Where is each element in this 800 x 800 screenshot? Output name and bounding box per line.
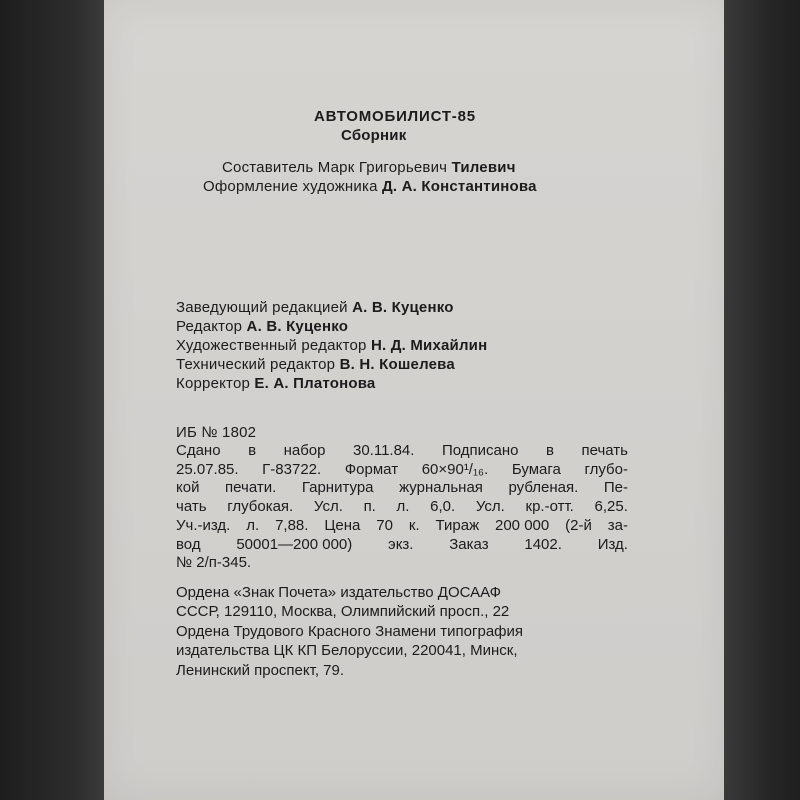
- credit-role: Заведующий редакцией: [176, 299, 348, 316]
- credit-line: [176, 355, 455, 374]
- left-edge-shadow: [0, 0, 104, 800]
- credit-role: Художественный редактор: [176, 337, 367, 354]
- word: кр.-отт.: [525, 498, 574, 516]
- word: 1402.: [524, 535, 562, 553]
- publisher-block: [176, 583, 636, 680]
- word: Тираж: [435, 516, 480, 534]
- imprint-line: [176, 479, 628, 498]
- credit-role: Редактор: [176, 318, 243, 335]
- word: к.: [408, 516, 420, 534]
- word: Бумага: [511, 460, 561, 478]
- design-line: [203, 177, 537, 196]
- word: за-: [607, 516, 628, 534]
- word: печать: [581, 442, 628, 459]
- word: глубо-: [584, 460, 628, 478]
- word: 6,0.: [430, 498, 456, 516]
- word: Гарнитура: [301, 479, 374, 497]
- book-subtitle: Сборник: [341, 127, 407, 144]
- word: 200 000: [495, 516, 550, 534]
- book-title: АВТОМОБИЛИСТ-85: [314, 108, 476, 125]
- word: 60×90¹/₁₆.: [421, 460, 489, 478]
- word: кой: [176, 479, 200, 497]
- word: Изд.: [597, 535, 628, 553]
- word: 50001—200 000): [236, 535, 353, 553]
- credit-line: [176, 336, 487, 355]
- word: Сдано: [176, 442, 221, 459]
- design-name: Д. А. Константинова: [382, 178, 537, 195]
- word: экз.: [388, 535, 414, 553]
- word: рубленая.: [508, 479, 579, 497]
- word: в: [546, 442, 554, 459]
- word: 30.11.84.: [352, 442, 415, 459]
- imprint-line: [176, 498, 628, 517]
- word: л.: [246, 516, 260, 534]
- word: л.: [396, 498, 410, 516]
- imprint-line: [176, 461, 628, 480]
- imprint-block: [176, 442, 628, 573]
- imprint-line: [176, 442, 628, 461]
- imprint-line: [176, 554, 628, 573]
- credit-name: Е. А. Платонова: [254, 375, 376, 392]
- imprint-line: [176, 517, 628, 536]
- word: 25.07.85.: [176, 460, 239, 478]
- compiler-name: Тилевич: [451, 159, 516, 176]
- word: глубокая.: [227, 498, 294, 516]
- imprint-line: [176, 536, 628, 555]
- publisher-line: Ордена Трудового Красного Знамени типография: [176, 622, 524, 640]
- publisher-line: Ленинский проспект, 79.: [176, 661, 345, 679]
- credit-line: [176, 317, 348, 336]
- word: Уч.-изд.: [176, 516, 231, 534]
- word: Подписано: [441, 442, 519, 459]
- word: чать: [176, 498, 207, 516]
- word: журнальная: [399, 479, 483, 497]
- credit-role: Технический редактор: [176, 356, 336, 373]
- publisher-line: СССР, 129110, Москва, Олимпийский просп., 22: [176, 603, 510, 621]
- word: Усл.: [313, 498, 343, 516]
- credit-name: В. Н. Кошелева: [339, 356, 455, 373]
- word: набор: [283, 442, 326, 459]
- credit-name: А. В. Куценко: [352, 299, 454, 316]
- word: 7,88.: [275, 516, 309, 534]
- credit-line: [176, 374, 375, 393]
- word: п.: [363, 498, 376, 516]
- word: Заказ: [449, 535, 489, 553]
- ib-number: ИБ № 1802: [176, 424, 257, 441]
- word: 70: [376, 516, 393, 534]
- word: печати.: [225, 479, 277, 497]
- publisher-line: издательства ЦК КП Белоруссии, 220041, Минск,: [176, 642, 518, 660]
- word: Формат: [344, 460, 399, 478]
- credit-name: А. В. Куценко: [246, 318, 349, 335]
- publisher-line: Ордена «Знак Почета» издательство ДОСААФ: [176, 584, 502, 601]
- book-gutter: [724, 0, 800, 800]
- word: Усл.: [475, 498, 505, 516]
- compiler-label: Составитель Марк Григорьевич: [222, 159, 448, 176]
- compiler-line: [222, 158, 516, 177]
- word: вод: [176, 535, 201, 553]
- credit-role: Корректор: [176, 375, 251, 392]
- credit-line: [176, 298, 454, 317]
- word: в: [248, 442, 257, 459]
- design-label: Оформление художника: [203, 178, 378, 195]
- word: Г-83722.: [262, 460, 322, 478]
- word: 6,25.: [594, 498, 628, 516]
- word: № 2/п-345.: [176, 554, 252, 572]
- credit-name: Н. Д. Михайлин: [370, 337, 488, 354]
- word: Пе-: [603, 479, 628, 497]
- word: Цена: [324, 516, 361, 534]
- word: (2-й: [565, 516, 592, 534]
